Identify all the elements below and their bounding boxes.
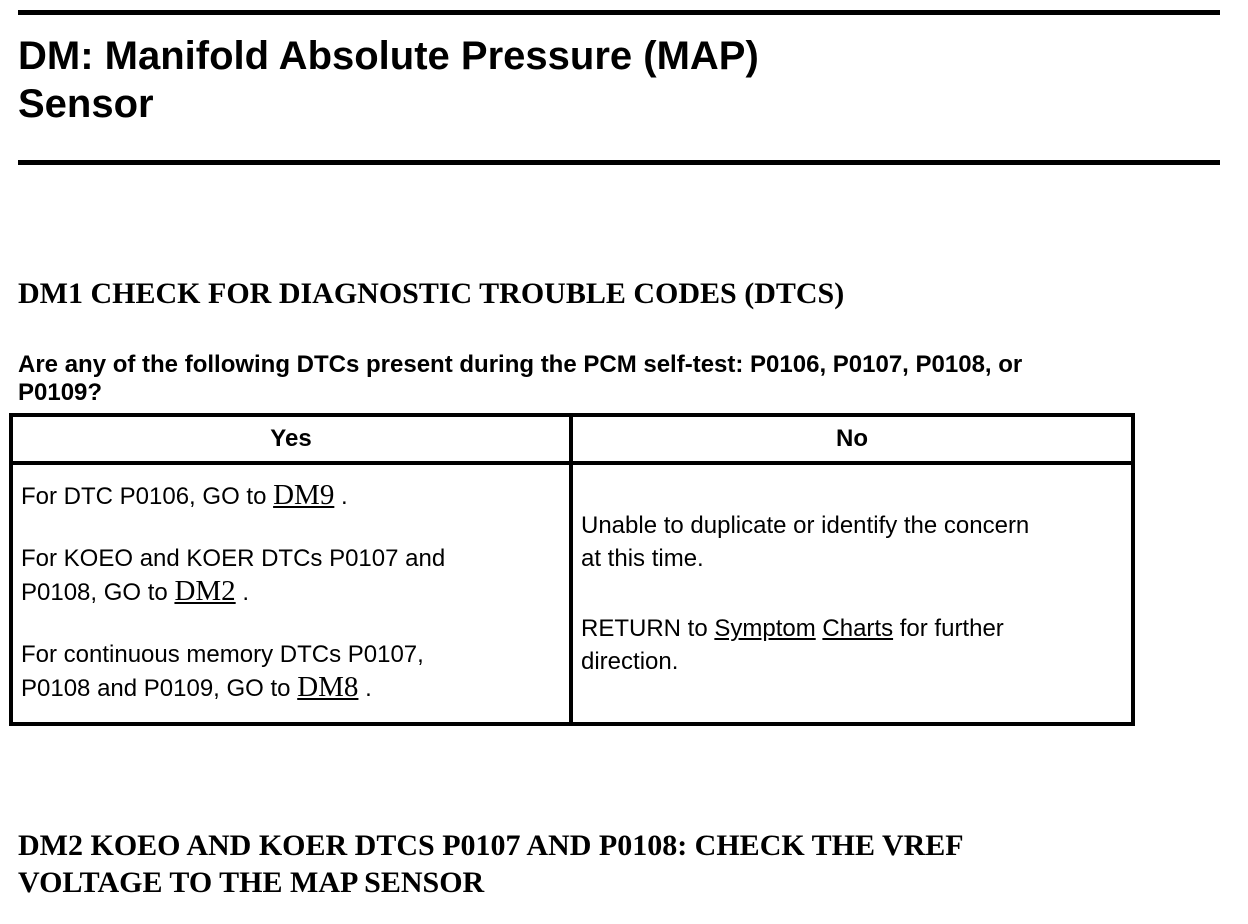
yes-column-header: Yes [11,415,571,463]
instruction-text: P0108, GO to [21,579,168,606]
table-header-row [11,415,1133,463]
instruction-text: For DTC P0106, GO to [21,483,267,510]
step-dm1-question [18,351,1218,407]
symptom-link[interactable]: Symptom [714,615,816,642]
instruction-period: . [365,675,372,702]
no-result-line2: at this time. [581,545,704,572]
dm9-link[interactable]: DM9 [273,479,335,511]
yes-instruction-koeo-koer [21,542,561,609]
no-result-line1: Unable to duplicate or identify the concern [581,512,1030,539]
question-line2: P0109? [18,379,103,406]
dm8-link[interactable]: DM8 [297,671,359,703]
yes-no-table [9,413,1135,726]
step-dm2-heading-line1: DM2 KOEO AND KOER DTCS P0107 AND P0108: CHECK THE VREF [18,829,964,862]
yes-cell [11,463,571,724]
no-cell [571,463,1133,724]
page-title [18,32,1168,128]
step-dm1-heading: DM1 CHECK FOR DIAGNOSTIC TROUBLE CODES (DTCS) [18,277,845,310]
return-text: RETURN to [581,615,708,642]
instruction-period: . [341,483,348,510]
charts-link[interactable]: Charts [822,615,894,642]
instruction-text: For KOEO and KOER DTCs P0107 and [21,545,446,572]
return-text: for further [899,615,1004,642]
return-text: direction. [581,648,679,675]
page-title-line2: Sensor [18,82,154,126]
no-return-instruction [581,612,1123,678]
top-rule [18,10,1220,15]
yes-instruction-p0106 [21,479,561,513]
table-row [11,463,1133,724]
no-column-header: No [571,415,1133,463]
page-title-line1: DM: Manifold Absolute Pressure (MAP) [18,34,759,78]
no-result-text [581,509,1123,575]
step-dm2-heading [18,827,964,901]
step-dm2-heading-line2: VOLTAGE TO THE MAP SENSOR [18,866,485,899]
instruction-text: For continuous memory DTCs P0107, [21,641,424,668]
yes-instruction-continuous-memory [21,638,561,705]
question-line1: Are any of the following DTCs present during the PCM self-test: P0106, P0107, P0108, or [18,351,1023,378]
title-rule [18,160,1220,165]
instruction-text: P0108 and P0109, GO to [21,675,291,702]
dm2-link[interactable]: DM2 [174,575,236,607]
instruction-period: . [242,579,250,606]
